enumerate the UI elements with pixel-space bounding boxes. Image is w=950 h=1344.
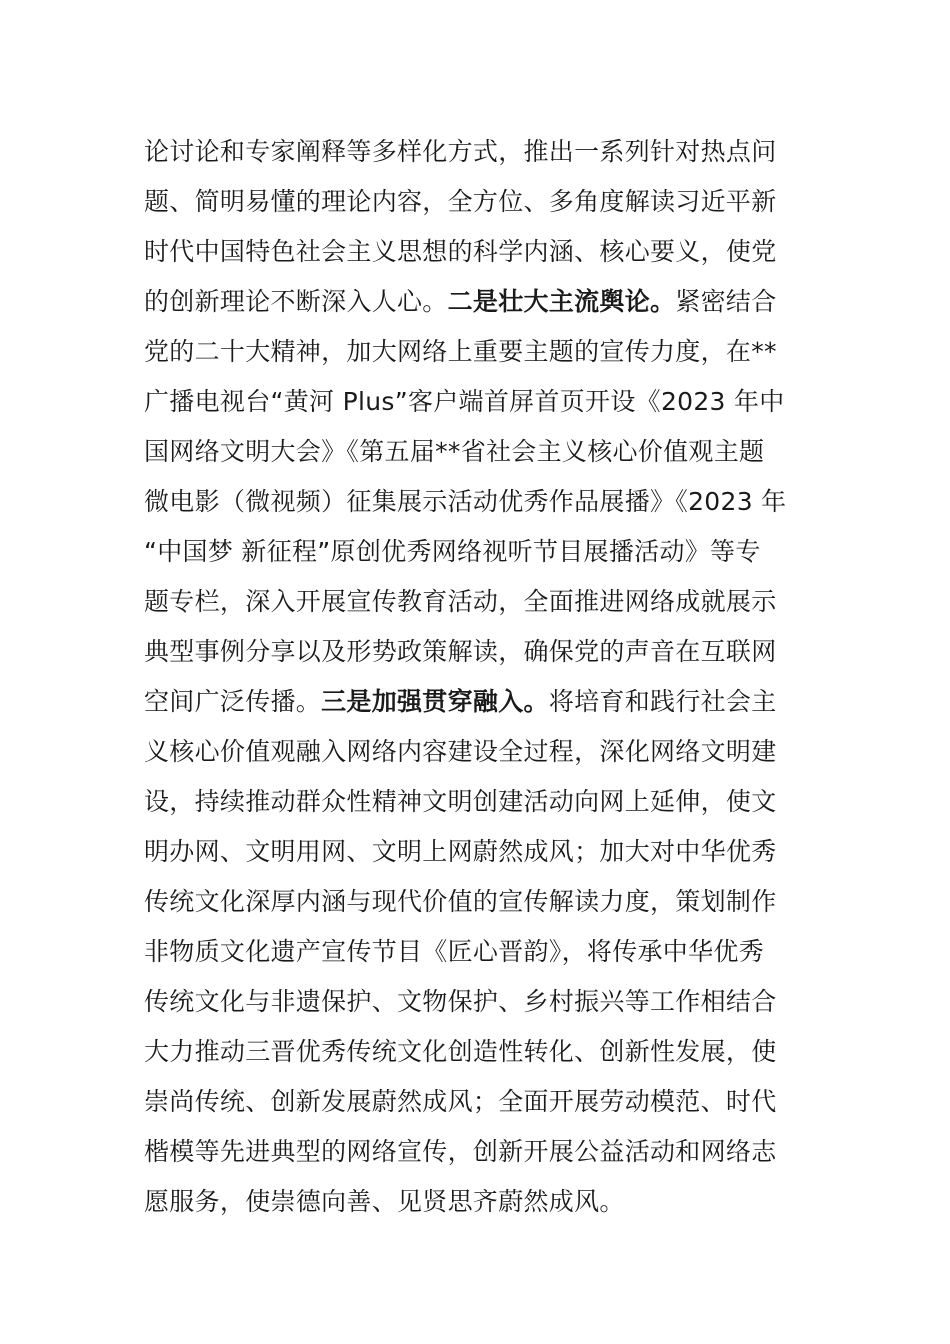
line-text: 论讨论和专家阐释等多样化方式，推出一系列针对热点问 — [144, 137, 777, 166]
line-text: 广播电视台“黄河 Plus”客户端首屏首页开设《2023 年中 — [144, 387, 785, 416]
text-line-18 — [144, 977, 814, 1027]
line-text: 传统文化与非遗保护、文物保护、乡村振兴等工作相结合 — [144, 987, 777, 1016]
text-line-8 — [144, 477, 814, 527]
line-text: 空间广泛传播。 — [144, 687, 322, 716]
line-text: 明办网、文明用网、文明上网蔚然成风；加大对中华优秀 — [144, 837, 777, 866]
line-text: 时代中国特色社会主义思想的科学内涵、核心要义，使党 — [144, 237, 777, 266]
bold-heading-3: 三是加强贯穿融入。 — [321, 687, 549, 716]
line-text: 大力推动三晋优秀传统文化创造性转化、创新性发展，使 — [144, 1037, 777, 1066]
text-line-14 — [144, 777, 814, 827]
body-paragraph — [144, 127, 814, 1227]
text-line-5 — [144, 327, 814, 377]
line-text: 设，持续推动群众性精神文明创建活动向网上延伸，使文 — [144, 787, 777, 816]
line-text: 的创新理论不断深入人心。 — [144, 287, 448, 316]
text-line-1 — [144, 127, 814, 177]
text-line-12 — [144, 677, 814, 727]
line-text: 题专栏，深入开展宣传教育活动，全面推进网络成就展示 — [144, 587, 777, 616]
text-line-2 — [144, 177, 814, 227]
text-line-4 — [144, 277, 814, 327]
line-text: 典型事例分享以及形势政策解读，确保党的声音在互联网 — [144, 637, 777, 666]
line-text: 楷模等先进典型的网络宣传，创新开展公益活动和网络志 — [144, 1137, 777, 1166]
text-line-11 — [144, 627, 814, 677]
text-line-15 — [144, 827, 814, 877]
text-line-13 — [144, 727, 814, 777]
text-line-21 — [144, 1127, 814, 1177]
line-text: 义核心价值观融入网络内容建设全过程，深化网络文明建 — [144, 737, 777, 766]
line-text: 将培育和践行社会主 — [548, 687, 777, 716]
line-text: 微电影（微视频）征集展示活动优秀作品展播》《2023 年 — [144, 487, 787, 516]
text-line-22 — [144, 1177, 814, 1227]
text-line-16 — [144, 877, 814, 927]
text-line-6 — [144, 377, 814, 427]
line-text: 紧密结合 — [675, 287, 777, 316]
line-text: “中国梦 新征程”原创优秀网络视听节目展播活动》等专 — [144, 537, 761, 566]
text-line-19 — [144, 1027, 814, 1077]
text-line-17 — [144, 927, 814, 977]
text-line-7 — [144, 427, 814, 477]
line-text: 党的二十大精神，加大网络上重要主题的宣传力度，在** — [144, 337, 777, 366]
line-text: 愿服务，使崇德向善、见贤思齐蔚然成风。 — [144, 1187, 625, 1216]
text-line-3 — [144, 227, 814, 277]
line-text: 非物质文化遗产宣传节目《匠心晋韵》，将传承中华优秀 — [144, 937, 765, 966]
line-text: 崇尚传统、创新发展蔚然成风；全面开展劳动模范、时代 — [144, 1087, 777, 1116]
line-text: 国网络文明大会》《第五届**省社会主义核心价值观主题 — [144, 437, 765, 466]
text-line-9 — [144, 527, 814, 577]
text-line-20 — [144, 1077, 814, 1127]
bold-heading-2: 二是壮大主流舆论。 — [447, 287, 676, 316]
line-text: 题、简明易懂的理论内容，全方位、多角度解读习近平新 — [144, 187, 777, 216]
line-text: 传统文化深厚内涵与现代价值的宣传解读力度，策划制作 — [144, 887, 777, 916]
text-line-10 — [144, 577, 814, 627]
